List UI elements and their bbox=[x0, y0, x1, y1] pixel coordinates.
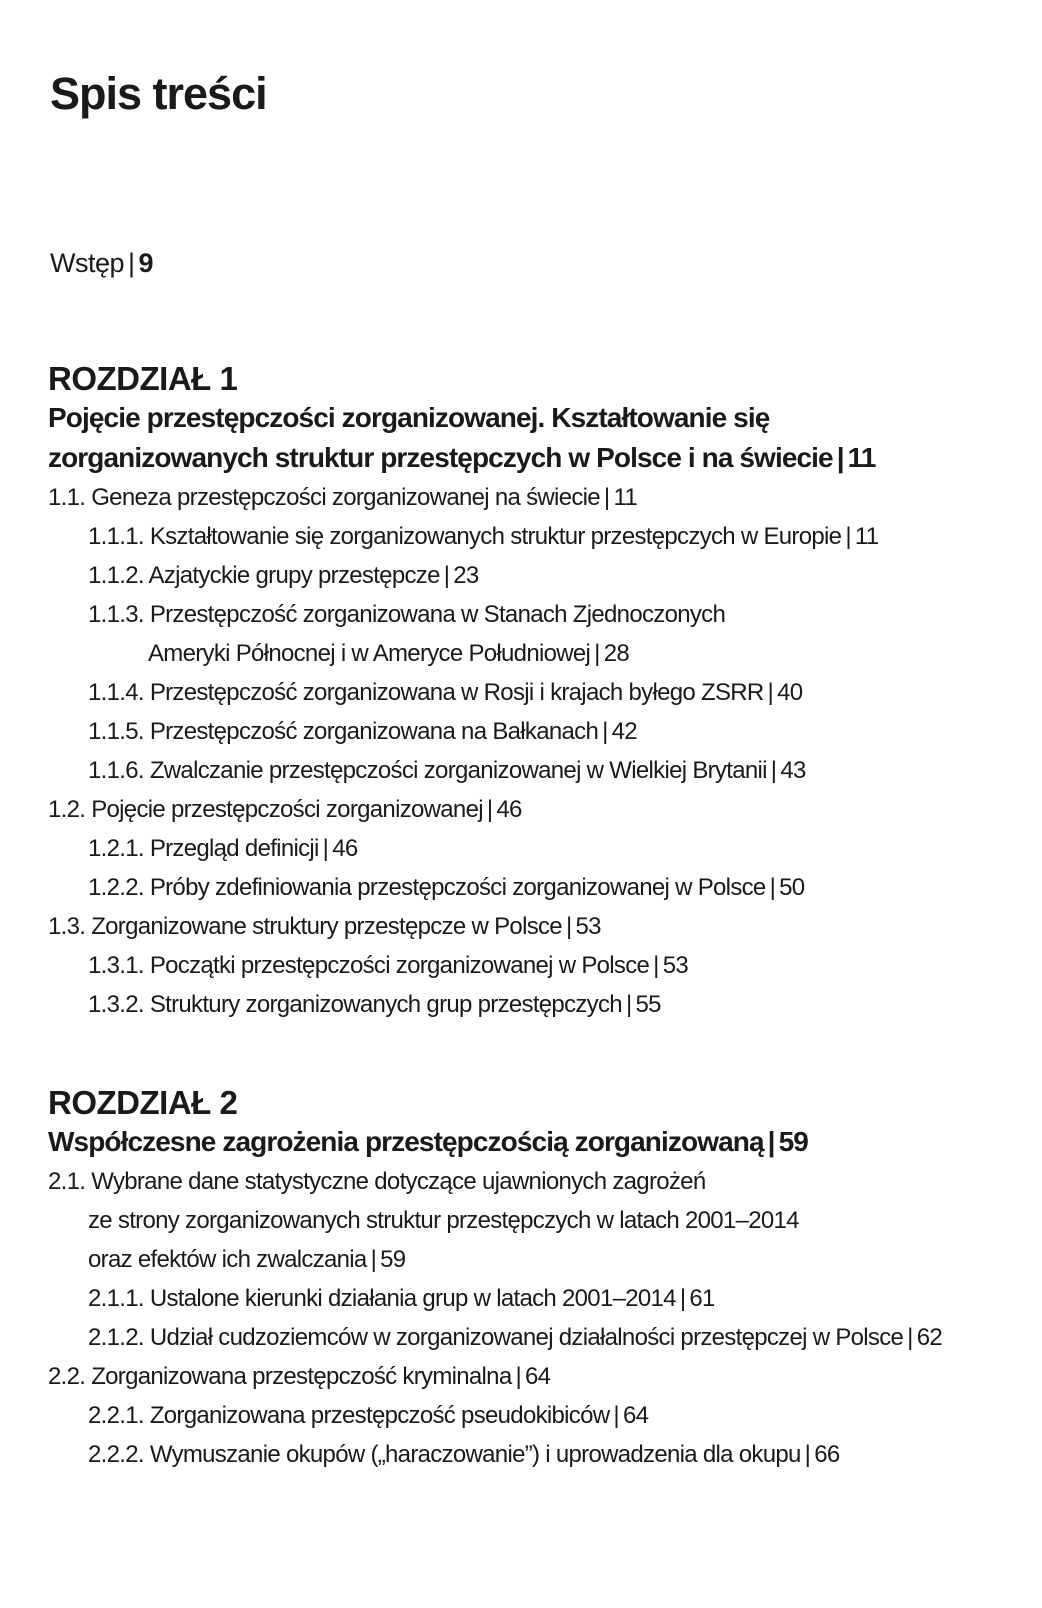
toc-entry[interactable]: 1.1.1. Kształtowanie się zorganizowanych struktur przestępczych w Europie | 11 bbox=[88, 523, 879, 550]
page-separator: | bbox=[836, 442, 844, 473]
toc-entry[interactable]: 2.1. Wybrane dane statystyczne dotyczące ujawnionych zagrożeń bbox=[48, 1168, 706, 1195]
toc-entry[interactable]: 1.1.4. Przestępczość zorganizowana w Rosji i krajach byłego ZSRR | 40 bbox=[88, 679, 803, 706]
toc-entry[interactable]: 1.1.6. Zwalczanie przestępczości zorganizowanej w Wielkiej Brytanii | 43 bbox=[88, 757, 806, 784]
chapter-label: ROZDZIAŁ 1 bbox=[48, 360, 238, 397]
toc-entry[interactable]: 1.1.3. Przestępczość zorganizowana w Stanach Zjednoczonych bbox=[88, 601, 726, 628]
toc-entry[interactable]: 1.2. Pojęcie przestępczości zorganizowanej | 46 bbox=[48, 796, 522, 823]
chapter-title-line: zorganizowanych struktur przestępczych w Polsce i na świecie bbox=[48, 442, 833, 473]
chapter-label: ROZDZIAŁ 2 bbox=[48, 1084, 238, 1121]
page-title: Spis treści bbox=[50, 68, 267, 119]
chapter-title[interactable] bbox=[48, 398, 1008, 478]
toc-list bbox=[48, 478, 1008, 1024]
toc-entry-continuation[interactable]: Ameryki Północnej i w Ameryce Południowej | 28 bbox=[148, 640, 630, 667]
intro-page: 9 bbox=[138, 248, 154, 278]
intro-label: Wstęp bbox=[50, 248, 125, 278]
toc-entry[interactable]: 1.2.1. Przegląd definicji | 46 bbox=[88, 835, 358, 862]
toc-entry[interactable]: 1.1.5. Przestępczość zorganizowana na Bałkanach | 42 bbox=[88, 718, 637, 745]
chapter-page: 59 bbox=[778, 1126, 808, 1157]
toc-entry[interactable]: 2.2. Zorganizowana przestępczość kryminalna | 64 bbox=[48, 1363, 551, 1390]
chapter-2 bbox=[48, 1084, 1008, 1474]
toc-entry[interactable]: 1.3.1. Początki przestępczości zorganizowanej w Polsce | 53 bbox=[88, 952, 689, 979]
toc-entry-continuation[interactable]: ze strony zorganizowanych struktur przestępczych w latach 2001–2014 bbox=[88, 1207, 799, 1234]
toc-entry[interactable]: 1.2.2. Próby zdefiniowania przestępczości zorganizowanej w Polsce | 50 bbox=[88, 874, 805, 901]
chapter-title-line: Pojęcie przestępczości zorganizowanej. Kształtowanie się bbox=[48, 402, 770, 433]
page-separator: | bbox=[767, 1126, 775, 1157]
toc-entry-continuation[interactable]: oraz efektów ich zwalczania | 59 bbox=[88, 1246, 406, 1273]
page-separator: | bbox=[128, 248, 135, 278]
toc-entry[interactable]: 1.1. Geneza przestępczości zorganizowanej na świecie | 11 bbox=[48, 484, 637, 511]
toc-list bbox=[48, 1162, 1008, 1474]
toc-entry[interactable]: 2.1.1. Ustalone kierunki działania grup w latach 2001–2014 | 61 bbox=[88, 1285, 715, 1312]
toc-entry[interactable]: 2.2.1. Zorganizowana przestępczość pseudokibiców | 64 bbox=[88, 1402, 649, 1429]
chapter-title-line: Współczesne zagrożenia przestępczością zorganizowaną bbox=[48, 1126, 764, 1157]
chapter-title[interactable] bbox=[48, 1122, 1008, 1162]
toc-entry[interactable]: 1.3. Zorganizowane struktury przestępcze w Polsce | 53 bbox=[48, 913, 601, 940]
toc-entry[interactable]: 1.3.2. Struktury zorganizowanych grup przestępczych | 55 bbox=[88, 991, 661, 1018]
toc-intro-entry[interactable] bbox=[50, 248, 153, 279]
chapter-page: 11 bbox=[847, 442, 876, 473]
toc-entry[interactable]: 1.1.2. Azjatyckie grupy przestępcze | 23 bbox=[88, 562, 479, 589]
toc-entry[interactable]: 2.2.2. Wymuszanie okupów („haraczowanie”) i uprowadzenia dla okupu | 66 bbox=[88, 1441, 840, 1468]
toc-entry[interactable]: 2.1.2. Udział cudzoziemców w zorganizowanej działalności przestępczej w Polsce | 62 bbox=[88, 1324, 942, 1351]
chapter-1 bbox=[48, 360, 1008, 1024]
